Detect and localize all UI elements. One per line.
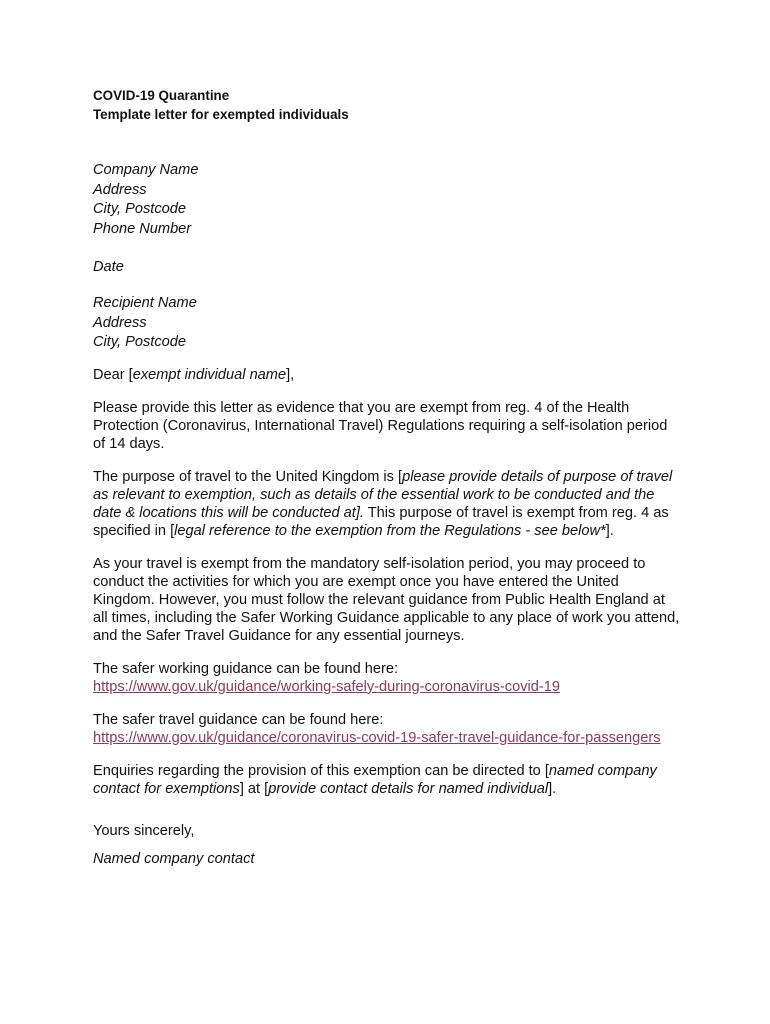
recipient-block	[93, 294, 680, 353]
purpose-placeholder-2: legal reference to the exemption from the Regulations - see below*	[174, 522, 606, 539]
sender-city: City, Postcode	[93, 201, 187, 217]
enquiries-placeholder-1: named company contact for exemptions	[93, 762, 657, 797]
enquiries-text-2: ] at [	[239, 780, 269, 797]
page-subtitle: Template letter for exempted individuals	[93, 107, 349, 122]
travel-guidance-link[interactable]: https://www.gov.uk/guidance/coronavirus-covid-19-safer-travel-guidance-for-passengers	[93, 729, 661, 746]
purpose-text-1: The purpose of travel to the United Kingdom is [	[93, 468, 403, 485]
enquiries-text-1: Enquiries regarding the provision of this exemption can be directed to [	[93, 762, 549, 779]
sender-phone: Phone Number	[93, 220, 192, 237]
greeting-placeholder: exempt individual name	[132, 366, 287, 383]
sender-address: Address	[93, 181, 147, 198]
sender-company: Company Name	[93, 162, 199, 178]
enquiries-placeholder-2: provide contact details for named individual	[268, 780, 549, 797]
paragraph-purpose	[93, 468, 680, 540]
recipient-address: Address	[93, 314, 147, 331]
travel-guidance-label: The safer travel guidance can be found here:	[93, 711, 384, 728]
greeting-prefix: Dear [	[93, 366, 133, 383]
recipient-name: Recipient Name	[93, 295, 197, 311]
travel-guidance-block	[93, 711, 680, 747]
working-guidance-block	[93, 660, 680, 696]
page-title: COVID-19 Quarantine	[93, 88, 230, 103]
enquiries-text-3: ].	[548, 780, 557, 797]
recipient-city: City, Postcode	[93, 334, 187, 350]
letter-title-block	[93, 86, 680, 124]
closing: Yours sincerely,	[93, 822, 195, 839]
purpose-placeholder-1: please provide details of purpose of travel as relevant to exemption, such as details of the essential work to be conducted and the date & locations this will be conducted at].	[93, 468, 673, 521]
greeting-suffix: ],	[286, 366, 295, 383]
purpose-text-3: ].	[605, 522, 614, 539]
greeting	[93, 366, 680, 384]
working-guidance-link[interactable]: https://www.gov.uk/guidance/working-safely-during-coronavirus-covid-19	[93, 678, 560, 695]
signoff: Named company contact	[93, 850, 255, 867]
letter-date: Date	[93, 259, 124, 275]
purpose-text-2: This purpose of travel is exempt from reg. 4 as specified in [	[93, 504, 669, 539]
working-guidance-label: The safer working guidance can be found here:	[93, 660, 399, 677]
paragraph-enquiries	[93, 762, 680, 798]
paragraph-guidance: As your travel is exempt from the mandatory self-isolation period, you may proceed to conduct the activities for which you are exempt once you have entered the United Kingdom. However, you must follow the relevant guidance from Public Health England at all times, including the Safer Working Guidance applicable to any place of work you attend, and the Safer Travel Guidance for any essential journeys.	[93, 555, 680, 644]
sender-block	[93, 161, 680, 239]
paragraph-evidence: Please provide this letter as evidence that you are exempt from reg. 4 of the Health Protection (Coronavirus, International Travel) Regulations requiring a self-isolation period of 14 days.	[93, 399, 668, 452]
